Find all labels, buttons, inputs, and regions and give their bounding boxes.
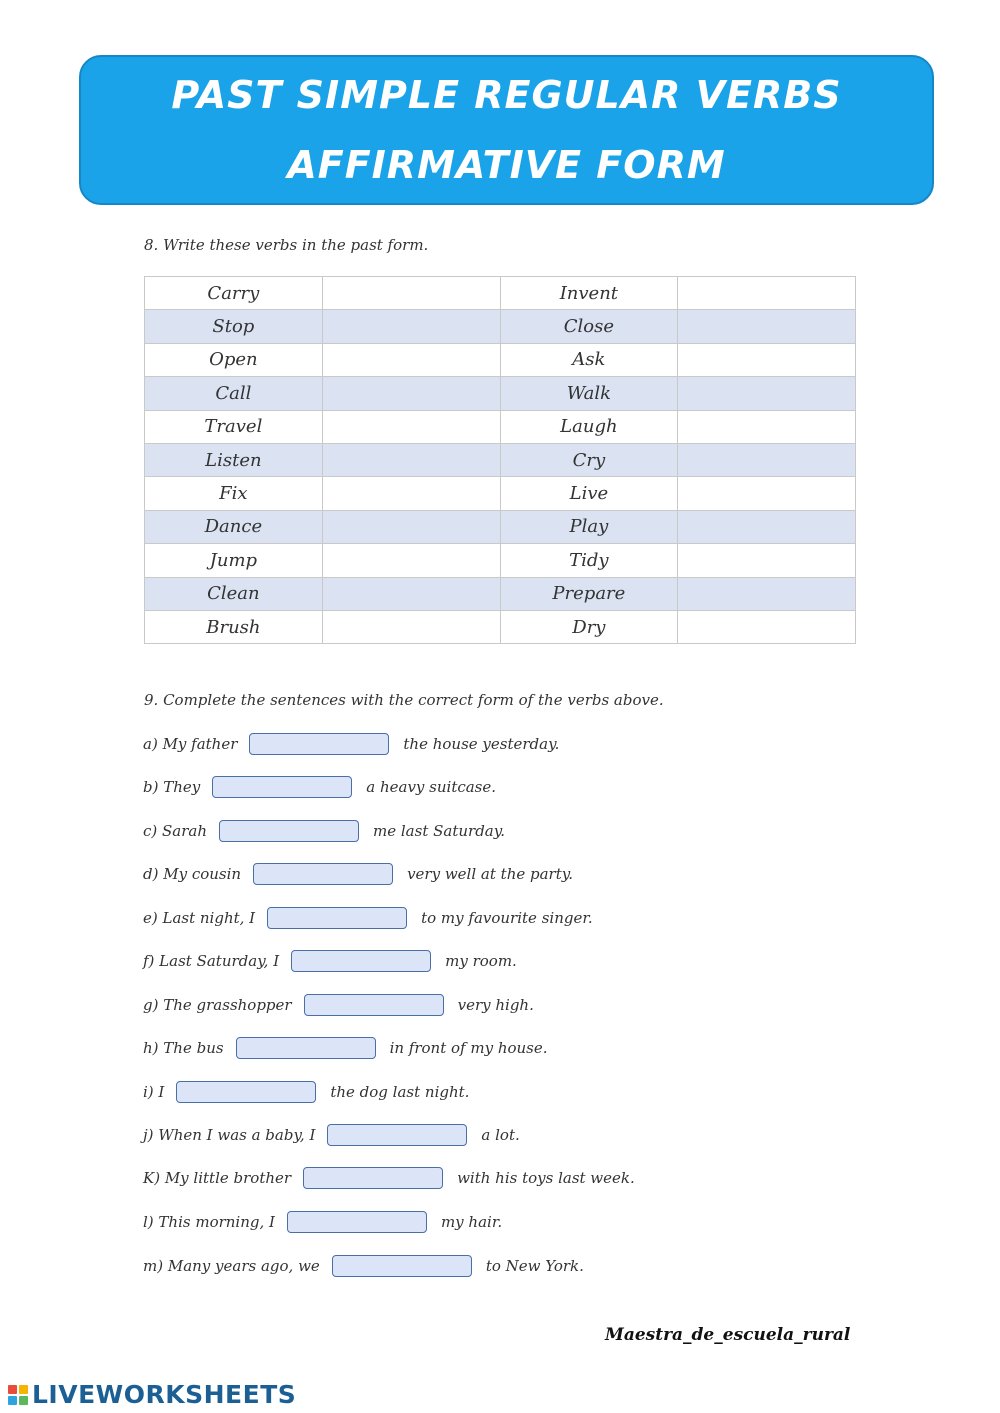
answer-blank[interactable] bbox=[249, 733, 389, 755]
verb-row bbox=[145, 343, 856, 376]
verb-row bbox=[145, 477, 856, 510]
answer-cell[interactable] bbox=[678, 377, 856, 410]
signature: Maestra_de_escuela_rural bbox=[605, 1325, 851, 1345]
answer-cell[interactable] bbox=[322, 443, 500, 476]
answer-cell[interactable] bbox=[322, 377, 500, 410]
verb-row bbox=[145, 443, 856, 476]
verb-cell: Dance bbox=[145, 510, 323, 543]
verb-row bbox=[145, 544, 856, 577]
verb-cell: Live bbox=[500, 477, 678, 510]
sentence-start: j) When I was a baby, I bbox=[143, 1126, 316, 1144]
answer-cell[interactable] bbox=[678, 577, 856, 610]
exercise9-instruction: 9. Complete the sentences with the correct form of the verbs above. bbox=[144, 691, 664, 709]
answer-blank[interactable] bbox=[327, 1124, 467, 1146]
sentence-start: i) I bbox=[143, 1083, 165, 1101]
sentence-start: h) The bus bbox=[143, 1039, 224, 1057]
answer-cell[interactable] bbox=[678, 410, 856, 443]
verb-cell: Close bbox=[500, 310, 678, 343]
sentence-start: a) My father bbox=[143, 735, 238, 753]
logo-square-1 bbox=[8, 1385, 17, 1394]
verb-cell: Prepare bbox=[500, 577, 678, 610]
answer-blank[interactable] bbox=[287, 1211, 427, 1233]
sentence-row bbox=[143, 1253, 584, 1279]
verb-cell: Brush bbox=[145, 610, 323, 643]
sentence-row bbox=[143, 818, 505, 844]
answer-blank[interactable] bbox=[267, 907, 407, 929]
verb-row bbox=[145, 610, 856, 643]
sentence-row bbox=[143, 948, 517, 974]
verb-cell: Dry bbox=[500, 610, 678, 643]
sentence-end: a lot. bbox=[481, 1126, 520, 1144]
answer-cell[interactable] bbox=[678, 277, 856, 310]
sentence-start: l) This morning, I bbox=[143, 1213, 275, 1231]
verb-row bbox=[145, 377, 856, 410]
answer-blank[interactable] bbox=[212, 776, 352, 798]
sentence-end: my room. bbox=[445, 952, 517, 970]
answer-blank[interactable] bbox=[236, 1037, 376, 1059]
verb-cell: Stop bbox=[145, 310, 323, 343]
verb-row bbox=[145, 277, 856, 310]
verb-cell: Play bbox=[500, 510, 678, 543]
verb-row bbox=[145, 410, 856, 443]
sentence-row bbox=[143, 774, 496, 800]
verb-row bbox=[145, 577, 856, 610]
answer-cell[interactable] bbox=[678, 610, 856, 643]
answer-cell[interactable] bbox=[678, 544, 856, 577]
verb-cell: Clean bbox=[145, 577, 323, 610]
answer-cell[interactable] bbox=[678, 510, 856, 543]
sentence-row bbox=[143, 1209, 502, 1235]
verb-cell: Travel bbox=[145, 410, 323, 443]
answer-cell[interactable] bbox=[322, 343, 500, 376]
sentence-start: f) Last Saturday, I bbox=[143, 952, 280, 970]
sentence-row bbox=[143, 731, 559, 757]
logo-square-2 bbox=[19, 1385, 28, 1394]
answer-cell[interactable] bbox=[322, 477, 500, 510]
answer-cell[interactable] bbox=[322, 410, 500, 443]
sentence-start: e) Last night, I bbox=[143, 909, 256, 927]
title-banner bbox=[79, 55, 934, 205]
answer-cell[interactable] bbox=[678, 443, 856, 476]
sentence-row bbox=[143, 992, 534, 1018]
logo-square-4 bbox=[19, 1396, 28, 1405]
sentence-start: g) The grasshopper bbox=[143, 996, 292, 1014]
verb-cell: Fix bbox=[145, 477, 323, 510]
answer-cell[interactable] bbox=[678, 343, 856, 376]
answer-cell[interactable] bbox=[678, 477, 856, 510]
logo-text: LIVEWORKSHEETS bbox=[32, 1380, 297, 1409]
sentence-start: d) My cousin bbox=[143, 865, 242, 883]
sentence-start: b) They bbox=[143, 778, 201, 796]
sentence-end: in front of my house. bbox=[389, 1039, 548, 1057]
verb-cell: Jump bbox=[145, 544, 323, 577]
verb-cell: Open bbox=[145, 343, 323, 376]
sentence-end: the dog last night. bbox=[330, 1083, 470, 1101]
verb-cell: Carry bbox=[145, 277, 323, 310]
verb-cell: Call bbox=[145, 377, 323, 410]
exercise8-instruction: 8. Write these verbs in the past form. bbox=[144, 236, 429, 254]
title-line-2: AFFIRMATIVE FORM bbox=[287, 143, 726, 187]
sentence-row bbox=[143, 905, 593, 931]
sentence-end: to my favourite singer. bbox=[421, 909, 593, 927]
verb-cell: Invent bbox=[500, 277, 678, 310]
sentence-end: the house yesterday. bbox=[403, 735, 560, 753]
answer-blank[interactable] bbox=[332, 1255, 472, 1277]
sentence-row bbox=[143, 1035, 548, 1061]
sentence-end: very high. bbox=[457, 996, 534, 1014]
sentence-start: m) Many years ago, we bbox=[143, 1257, 320, 1275]
liveworksheets-logo[interactable] bbox=[8, 1380, 296, 1409]
sentence-end: my hair. bbox=[440, 1213, 503, 1231]
sentence-row bbox=[143, 1079, 469, 1105]
sentence-end: a heavy suitcase. bbox=[366, 778, 497, 796]
answer-cell[interactable] bbox=[322, 544, 500, 577]
sentence-row bbox=[143, 1122, 520, 1148]
verb-row bbox=[145, 510, 856, 543]
verb-cell: Cry bbox=[500, 443, 678, 476]
sentence-row bbox=[143, 1165, 635, 1191]
verb-cell: Ask bbox=[500, 343, 678, 376]
answer-cell[interactable] bbox=[678, 310, 856, 343]
sentence-end: very well at the party. bbox=[407, 865, 573, 883]
verb-cell: Listen bbox=[145, 443, 323, 476]
verbs-table bbox=[144, 276, 856, 644]
answer-cell[interactable] bbox=[322, 610, 500, 643]
verb-cell: Tidy bbox=[500, 544, 678, 577]
answer-blank[interactable] bbox=[253, 863, 393, 885]
answer-cell[interactable] bbox=[322, 577, 500, 610]
sentence-start: c) Sarah bbox=[143, 822, 208, 840]
answer-cell[interactable] bbox=[322, 277, 500, 310]
answer-cell[interactable] bbox=[322, 510, 500, 543]
sentence-end: me last Saturday. bbox=[373, 822, 505, 840]
verb-cell: Laugh bbox=[500, 410, 678, 443]
logo-squares-icon bbox=[8, 1385, 28, 1405]
title-line-1: PAST SIMPLE REGULAR VERBS bbox=[171, 73, 842, 117]
answer-blank[interactable] bbox=[304, 994, 444, 1016]
answer-blank[interactable] bbox=[176, 1081, 316, 1103]
answer-blank[interactable] bbox=[291, 950, 431, 972]
answer-blank[interactable] bbox=[303, 1167, 443, 1189]
sentence-end: with his toys last week. bbox=[457, 1169, 635, 1187]
sentence-end: to New York. bbox=[485, 1257, 584, 1275]
answer-blank[interactable] bbox=[219, 820, 359, 842]
sentence-start: K) My little brother bbox=[143, 1169, 292, 1187]
verb-row bbox=[145, 310, 856, 343]
verb-cell: Walk bbox=[500, 377, 678, 410]
answer-cell[interactable] bbox=[322, 310, 500, 343]
sentence-row bbox=[143, 861, 573, 887]
logo-square-3 bbox=[8, 1396, 17, 1405]
